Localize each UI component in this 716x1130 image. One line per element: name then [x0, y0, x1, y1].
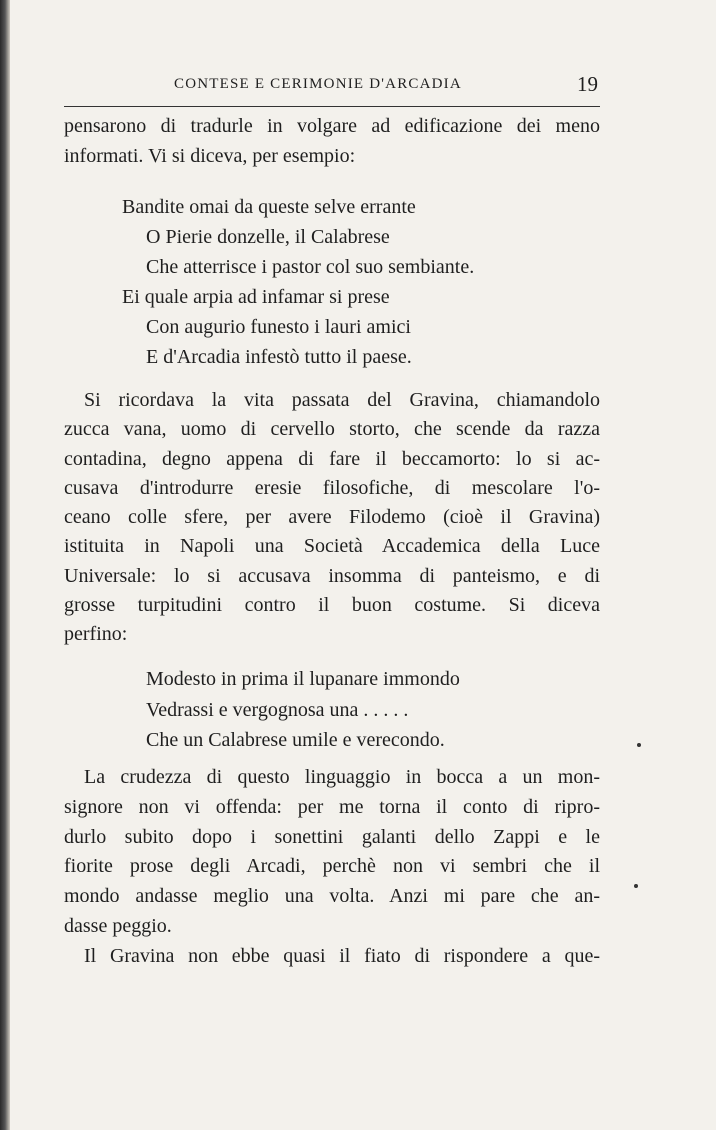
verse-line: Bandite omai da queste selve errante: [122, 196, 416, 218]
verse-block-1: [122, 192, 474, 372]
text-line: durlo subito dopo i sonettini galanti dello Zappi e le: [64, 825, 600, 848]
verse-line: Vedrassi e vergognosa una . . . . .: [146, 698, 409, 721]
text-line: pensarono di tradurle in volgare ad edificazione dei meno: [64, 115, 600, 137]
verse-line: Ei quale arpia ad infamar si prese: [122, 286, 390, 308]
text-line: dasse peggio.: [64, 914, 172, 937]
page-number: 19: [577, 72, 598, 96]
text-line: zucca vana, uomo di cervello storto, che scende da razza: [64, 418, 600, 441]
verse-line: Che atterrisce i pastor col suo sembiante.: [146, 256, 475, 278]
verse-block-2: [146, 664, 460, 756]
paragraph-1: [64, 112, 600, 171]
scan-speck: [634, 884, 638, 888]
page-binding-edge: [0, 0, 10, 1130]
verse-line: Che un Calabrese umile e verecondo.: [146, 729, 445, 751]
verse-line: Modesto in prima il lupanare immondo: [146, 668, 460, 690]
text-line: contadina, degno appena di fare il beccamorto: lo si ac-: [64, 447, 600, 470]
text-line: mondo andasse meglio una volta. Anzi mi pare che an-: [64, 885, 600, 908]
paragraph-3: [64, 763, 600, 942]
text-line: La crudezza di questo linguaggio in bocca a un mon-: [84, 766, 600, 788]
verse-line: Con augurio funesto i lauri amici: [146, 316, 411, 338]
text-line: Si ricordava la vita passata del Gravina, chiamandolo: [84, 389, 600, 411]
text-line: signore non vi offenda: per me torna il conto di ripro-: [64, 795, 600, 818]
scan-speck: [637, 743, 641, 747]
paragraph-4: [64, 942, 600, 972]
text-line: fiorite prose degli Arcadi, perchè non vi sembri che il: [64, 855, 600, 878]
text-line: informati. Vi si diceva, per esempio:: [64, 144, 356, 167]
text-line: perfino:: [64, 623, 128, 646]
paragraph-2: [64, 386, 600, 650]
text-line: grosse turpitudini contro il buon costume. Si diceva: [64, 594, 600, 617]
running-title: CONTESE E CERIMONIE D'ARCADIA: [174, 76, 462, 92]
running-header: [64, 72, 598, 102]
text-line: Universale: lo si accusava insomma di panteismo, e di: [64, 564, 600, 587]
text-line: ceano colle sfere, per avere Filodemo (cioè il Gravina): [64, 506, 600, 529]
verse-line: E d'Arcadia infestò tutto il paese.: [146, 346, 412, 368]
text-line: cusava d'introdurre eresie filosofiche, di mescolare l'o-: [64, 476, 600, 499]
text-line: Il Gravina non ebbe quasi il fiato di rispondere a que-: [84, 945, 600, 967]
header-rule: [64, 106, 600, 107]
text-line: istituita in Napoli una Società Accademica della Luce: [64, 535, 600, 558]
verse-line: O Pierie donzelle, il Calabrese: [146, 226, 390, 248]
